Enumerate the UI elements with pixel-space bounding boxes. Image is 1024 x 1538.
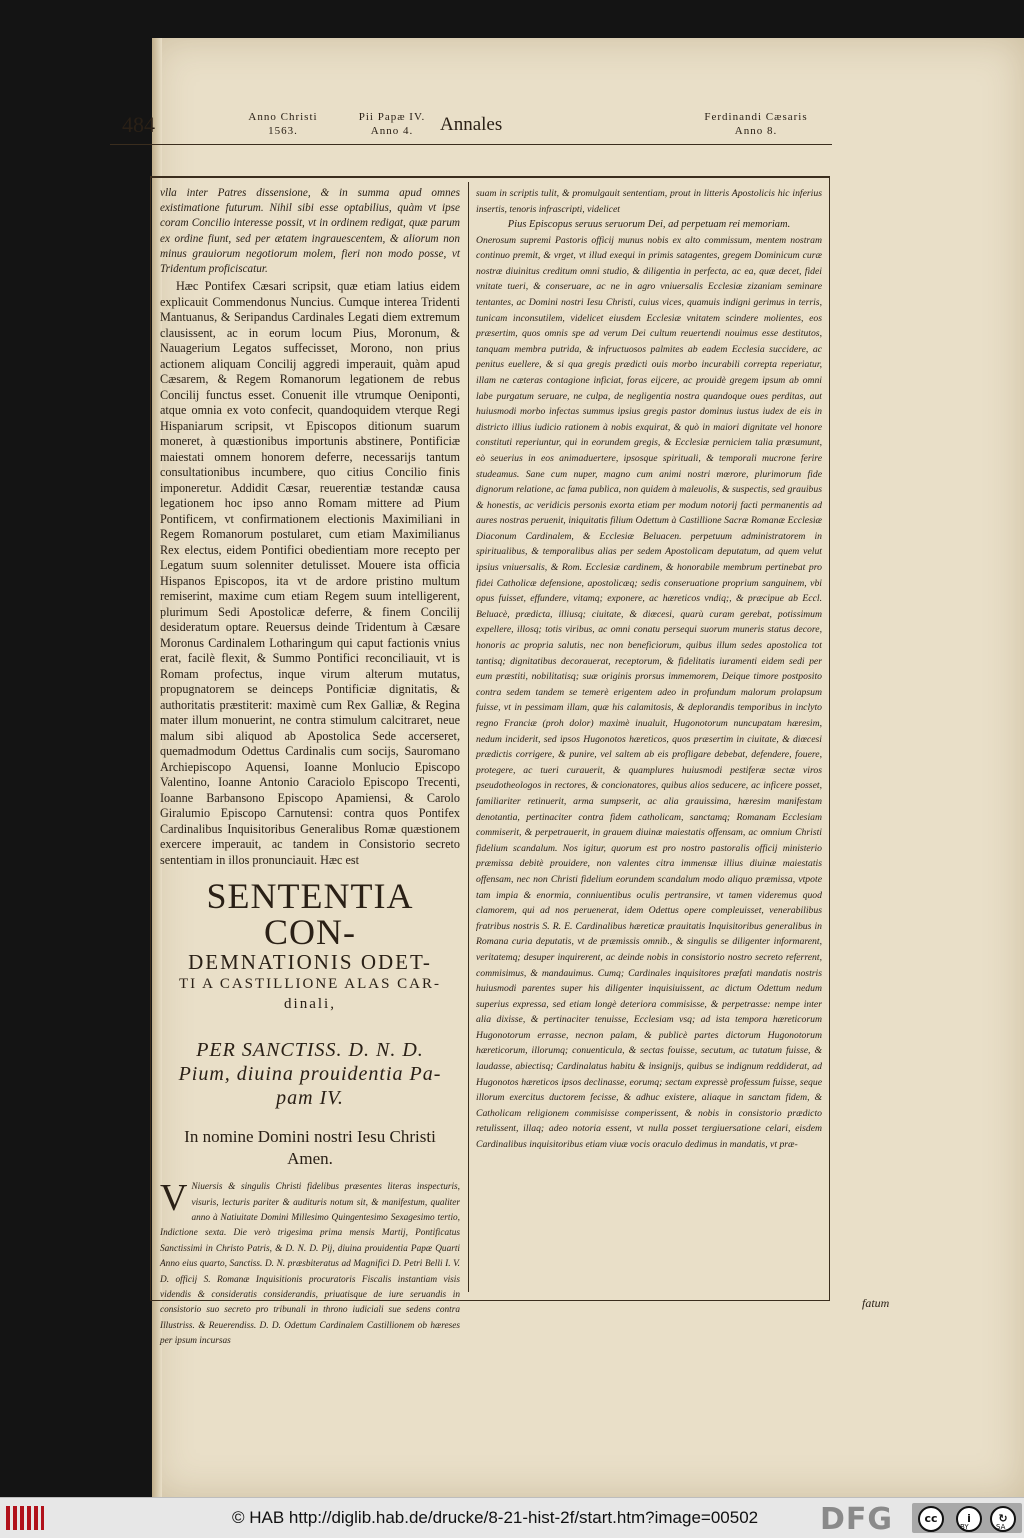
dfg-logo[interactable]: DFG (820, 1502, 894, 1537)
viewer-footer (0, 1497, 1024, 1538)
per-line-3: pam IV. (276, 1087, 344, 1110)
header-title: Annales (440, 114, 503, 135)
header-ferdinandi-year: Anno 8. (734, 125, 778, 137)
bull-heading: Pius Episcopus seruus seruorum Dei, ad perpetuam rei memoriam. (507, 219, 791, 231)
in-nomine-line-1: In nomine Domini nostri Iesu Christi (184, 1127, 436, 1147)
header-ferdinandi-label: Ferdinandi Cæsaris (704, 111, 808, 123)
by-label: BY (960, 1523, 969, 1531)
left-column (160, 186, 460, 1350)
catchword: fatum (862, 1296, 890, 1310)
sentence-subtitle-3: dinali, (284, 996, 336, 1013)
share-alike-icon: ↻ (990, 1506, 1016, 1532)
sentence-subtitle-2: TI A CASTILLIONE ALAS CAR- (179, 976, 441, 993)
right-intro-text: suam in scriptis tulit, & promulgauit sententiam, prout in litteris Apostolicis hic inferius insertis, tenoris infrascripti, videlicet (476, 188, 822, 215)
sentence-subtitle-1: DEMNATIONIS ODET- (188, 950, 432, 975)
left-intro-text: vlla inter Patres dissensione, & in summa apud omnes existimatione futurum. Nihil sibi esse optabilius, quàm vt ipse coram Concilio interesse possit, vt in ordinem redigat, quæ parum ex ordine fiunt, sed per ætatem ingrauescentem, & aliorum non minus grauiorum negotiorum molem, fieri non modo posse, vt Tridentum proficiscatur. (160, 187, 460, 276)
cc-icon: cc (918, 1506, 944, 1532)
page-number: 484 (122, 112, 155, 137)
in-nomine-line-2: Amen. (287, 1149, 333, 1169)
header-anno-christi-label: Anno Christi (248, 111, 318, 123)
header-pii-papae (352, 110, 432, 138)
header-anno-christi-year: 1563. (268, 125, 298, 137)
hab-logo-icon[interactable] (6, 1506, 44, 1530)
sa-label: SA (996, 1523, 1006, 1531)
cc-license-badge[interactable] (912, 1503, 1022, 1533)
right-column (476, 186, 822, 1153)
per-line-1: PER SANCTISS. D. N. D. (196, 1039, 424, 1062)
per-sanctiss-heading (160, 1038, 460, 1110)
column-divider (468, 182, 469, 1292)
decree-opening-text: Niuersis & singulis Christi fidelibus præsentes literas inspecturis, visuris, lecturis pariter & audituris notum sit, & manifestum, qualiter anno à Natiuitate Domini Millesimo Quingentesimo Sexagesimo tertio, Indictione sexta. Die verò trigesima prima mensis Martij, Pontificatus Sanctissimi in Christo Patris, & D. N. D. Pij, diuina prouidentia Papæ Quarti Anno eius quarto, Sanctiss. D. N. præsbiteratus ad Magnifici D. Petri Belli I. V. D. officij S. Romanæ Inquisitionis procuratoris Fiscalis instantiam visis videndis & consideratis considerandis, priuatisque de iure seruandis in consistorio suo secreto pro tribunali in throno iudiciali sue sedens contra Illustriss. & Reuerendiss. D. D. Odettum Cardinalem Castillionem ob hæreses per ipsum incursas (160, 1182, 460, 1347)
drop-cap: V (160, 1177, 188, 1220)
in-nomine-heading (160, 1126, 460, 1170)
header-pii-papae-label: Pii Papæ IV. (358, 111, 426, 123)
by-attribution-icon: i (956, 1506, 982, 1532)
header-anno-christi (228, 110, 338, 138)
header-pii-papae-year: Anno 4. (370, 125, 414, 137)
running-header (110, 108, 830, 144)
sentence-title: SENTENTIA CON- (206, 876, 414, 953)
left-paragraph: Hæc Pontifex Cæsari scripsit, quæ etiam latius eidem explicauit Commendonus Nuncius. Cumque interea Tridenti Mantuanus, & Seripandus Cardinales Legati diem extremum clausissent, ac in eorum locum Pius, Moronum, & Nauagerium Legatos suffecisset, Morono, non prius actionem aliquam Concilij aggredi imperauit, quàm apud Cæsarem, & Regem Romanorum legationem de rebus Concilij functus esset. Conuenit ille vtrumque Oeniponti, atque omnia ex voto confecit, quandoquidem vterque Regi Hispaniarum scripsit, vt Episcopos ditionum suarum moneret, à quæstionibus importunis abstinere, Pontificiæ maiestati omnem honorem deferre, necessarijs tantum consultationibus incumbere, quo citius Concilio finis imponeretur. Addidit Cæsar, reuerentiæ testandæ causa legationem hoc ipso anno Romam mittere ad Pium Pontificem, vt confirmationem electionis Maximiliani in Regem Romanorum postularet, cum etiam Maximilianus Rex electus, eidem Pontifici obedientiam more recepto per Legatum suum solenniter detulisset. Mouere ista officia Hispanos Episcopos, ita vt de ardore pristino multum remiserint, maxime cum etiam Regem suum intelligerent, plurimum Sedi Apostolicæ deferre, & finem Concilij desideratum optare. Reuersus deinde Tridentum à Cæsare Moronus Cardinalem Lotharingum qui caput factionis vnius erat, facilè flexit, & Summo Pontifici reconciliauit, vt is Romam profectus, inque virum alterum mutatus, propugnatorem se deinceps Pontificiæ dignitatis, & authoritatis præstiterit: maximè cum Rex Galliæ, & Regina mater illum monuerint, ne contra stimulum calcitraret, neue malum sibi aliquod ab Apostolica Sede accerseret, quemadmodum Odettus Cardinalis cum socijs, Sauromano Archiepiscopo Aquensi, Ioanne Monlucio Episcopo Valentino, Ioanne Antonio Caraciolo Episcopo Trecenti, Ioanne Barbansono Episcopo Apamiensi, & Carolo Giralumio Episcopo Carnutensi: contra quos Pontifex Cardinalibus Inquisitoribus Generalibus Romæ quæstionem exercere imperauit, ac tandem in Consistorio secreto sententiam in illos pronunciauit. Hæc est (160, 279, 460, 867)
copyright-link[interactable]: © HAB http://diglib.hab.de/drucke/8-21-hist-2f/start.htm?image=00502 (232, 1508, 759, 1527)
per-line-2: Pium, diuina prouidentia Pa- (178, 1063, 442, 1086)
header-rule (110, 144, 832, 145)
decree-opening (160, 1177, 460, 1349)
bull-text: Onerosum supremi Pastoris officij munus nobis ex alto commissum, mentem nostram continuo premit, & vrget, vt illud exequi in primis satagentes, gregem Dominicum curæ nostræ diuinitus creditum omni studio, & diligentia in perfecta, ac ea, quæ decet, fidei vnitate tueri, & conseruare, ac ne in agro vniuersalis Ecclesiæ zizaniam seminare tentantes, ac Domini nostri Iesu Christi, cuius vices, quamuis indigni gerimus in terris, tunicam inconsutilem, videlicet eiusdem Ecclesiæ vnitatem scindere molientes, eos præsertim, quos omnis spe ad verum Dei cultum reuertendi nouimus esse destitutos, tanquam membra putrida, & infructuosos palmites ab eadem Ecclesia succidere, ac penitus euellere, & si qua gregis prædicti ouis morbo incurabili correpta reperiatur, illam ne cæteras contagione inficiat, foras eijcere, ac prouidè gregem ipsum ab omni labe purgatum seruare, ne culpa, de negligentia nostra quandoque oues perditas, aut huiusmodi morbo infectas summus ipsius gregis pastor dominus iustus iudex de eis in districto illius iudicio rationem à nobis exquirat, & quò in maiori dignitate vel honore constituti reperiuntur, qui in eorundem gregis, & Ecclesiæ perniciem talia præsumunt, eò seuerius in eos animaduertere, ipsosque spirituali, & temporali mucrone ferire studeamus. Sane cum nuper, magno cum animi nostri mœrore, plurimorum fide dignorum relatione, ac fama publica, non quidem à maleuolis, & suspectis, sed grauibus & honestis, ac veridicis personis exorta etiam per modum notorij facti permanentis ad aures nostras peruenit, iniquitatis filium Odettum à Castillione Sacræ Romanæ Ecclesiæ Diaconum Cardinalem, & Ecclesiæ Beluacen. perpetuum administratorem in spiritualibus, & temporalibus alias per sedem Apostolicam deputatum, ad quem velut ipsius vniuersalis, & Rom. Ecclesiæ cardinem, & honorabile membrum pertinebat pro fidei Catholicæ defensione, apostolicæq; sedis conseruatione proprium sanguinem, vbi opus fuisset, effundere, vitamq; exponere, ac hæreticos vndiq;, & præcipue ab Eccl. Beluacè, prædicta, illiusq; ciuitate, & diœcesi, quarù curam gerebat, potissimum expellere, illosq; totis viribus, ac omni conatu persequi suorum muneris status decore, honoris ac propria salutis, nec non beneficiorum, quibus illum sedes apostolica tot tantisq; dignitatibus decorauerat, receptorum, & fidelitatis iuramenti eidem sedi per eum præstiti, nobilitatisq; suæ originis prorsus immemorem, Deique timore postposito contra sedem tandem se temerè erigentem adeo in profundum malorum prolapsum fuisse, vt in pessimam illam, quæ his calamitosis, & deplorandis temporibus in inclyto regno Franciæ (proh dolor) maximè inualuit, Hugonotorum nuncupatam hæresim, nedum inciderit, sed ipsos Hugonotos hæreticos, quos præsertim in ciuitate, & diœcesi prædictis corrigere, & punire, vel saltem ab eis profligare debebat, defendere, fouere, protegere, ac tueri curauerit, & quamplures huiusmodi pestiferæ sectæ viros pseudotheologos in rectores, & concionatores, quibus alios seducere, ac inficere posset, familiariter retinuerit, arma sumpserit, ac alia grauissima, hæresim manifestam denotantia, pertinaciter contra fidem catholicam, sanctamq; Romanam Ecclesiam commiserit, & perpetrauerit, in grauem diuinæ maiestatis offensam, ac omnium Christi fidelium scandalum. Nos igitur, quorum est pro nostro pastoralis officij ministerio præmissa debitè prouidere, non valentes citra immensæ illius diuinæ maiestatis offensam, nec non Christi fidelium eorundem scandalum modo aliquo præmissa, vtpote tam impia & enormia, conniuentibus oculis pertransire, vt tamen videremus quod clamorem, qui ad nos peruenerat, idem Odettus opere compleuisset, venerabilibus fratribus nostris S. R. E. Cardinalibus hæreticæ prauitatis Inquisitoribus generalibus in Romana curia deputatis, vt de præmissis omnib., & singulis se diligenter informarent, veritatemq; desuper inquirerent, ac deinde nobis in consistorio nostro secreto referrent, commisimus, & mandauimus. Cumq; Cardinales inquisitores præfati mandatis nostris huiusmodi parentes super his diligenter inquisiuissent, ac dictum Odettum nedum superius expressa, sed etiam longè deteriora commisisse, & perpetrasse: nempe inter alia dixisse, & pertinaciter tenuisse, Ecclesiam vsq; ad ista tempora hæreticorum Hugonotorum errasse, necnon palam, & publicè partes dictorum Hugonotorum hæreticorum, illorumq; conuenticula, & sectas fouisse, secutum, ac tutatum fuisse, & laudasse, abiectisq; Cardinalatus habitu & insignijs, quibus se indignum reddiderat, ad Hugonotos hæreticos ipsos declinasse, eorumq; sectam expressè professum fuisse, seque illorum exercitus ductorem fecisse, & adhuc existere, aliaque in sanctam fidem, & Catholicam religionem commisisse comperissent, & nobis in consistorio prædicto retulissent, illaq; adeo notoria essent, vt nulla posset tergiuersatione celari, eisdem Cardinalibus inquisitoribus etiam viuæ vocis oraculo dedimus in mandatis, vt præ- (476, 234, 822, 1151)
header-ferdinandi (696, 110, 816, 138)
